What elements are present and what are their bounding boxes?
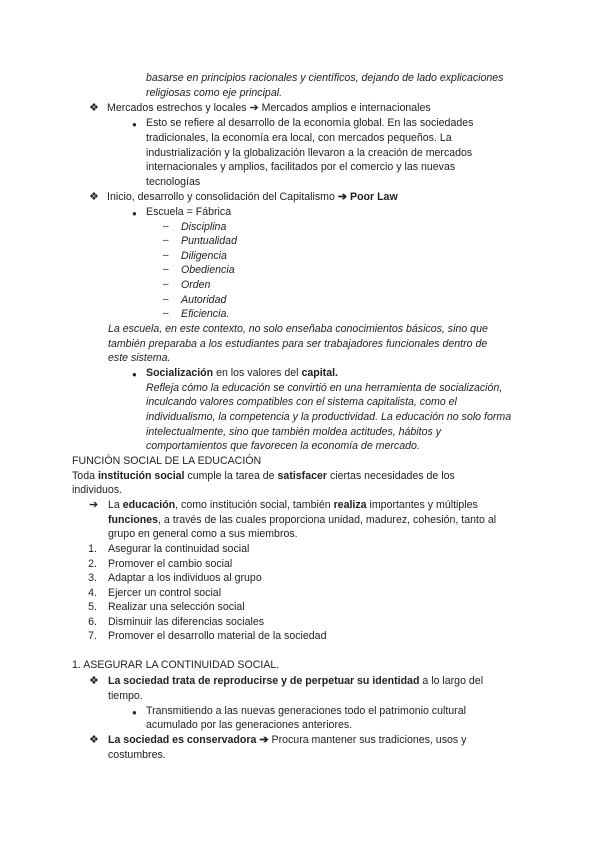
escuela-fabrica: Escuela = Fábrica — [146, 206, 232, 218]
value-diligencia: Diligencia — [181, 250, 227, 262]
continuidad-item-1-line-2: tiempo. — [108, 690, 143, 702]
mercados-detail-1: Esto se refiere al desarrollo de la economía global. En las sociedades — [146, 117, 474, 129]
list-number: 5. — [88, 601, 97, 613]
socializacion-detail-2: inculcando valores compatibles con el sistema capitalista, como el — [146, 396, 457, 408]
edu-c: , como institución social, también — [175, 499, 331, 511]
item1-bold: La sociedad trata de reproducirse y de perpetuar su identidad — [108, 675, 420, 687]
arrow-icon: ➔ — [337, 191, 348, 203]
intro-satisfacer: satisfacer — [277, 470, 328, 482]
value-disciplina: Disciplina — [181, 221, 227, 233]
top-italic-line-1: basarse en principios racionales y científicos, dejando de lado explicaciones — [146, 72, 504, 84]
dash-bullet-icon: – — [163, 221, 169, 232]
continuidad-heading: 1. ASEGURAR LA CONTINUIDAD SOCIAL. — [72, 659, 280, 671]
item2-rest: Procura mantener sus tradiciones, usos y — [271, 734, 467, 746]
continuidad-item-2-line-2: costumbres. — [108, 749, 166, 761]
funcion-intro-2: individuos. — [72, 484, 123, 496]
list-number: 3. — [88, 572, 97, 584]
bullet-dot-icon: ● — [132, 209, 137, 218]
list-item-3: Adaptar a los individuos al grupo — [108, 572, 262, 584]
mercados-detail-3: industrialización y la globalización llevaron a la creación de mercados — [146, 147, 473, 159]
edu-educacion: educación — [122, 499, 176, 511]
list-number: 1. — [88, 543, 97, 555]
list-number: 6. — [88, 616, 97, 628]
dash-bullet-icon: – — [163, 235, 169, 246]
value-autoridad: Autoridad — [181, 294, 227, 306]
funcion-intro — [72, 469, 455, 484]
value-puntualidad: Puntualidad — [181, 235, 237, 247]
mercados-text: Mercados estrechos y locales — [107, 102, 247, 114]
value-obediencia: Obediencia — [181, 264, 235, 276]
arrow-icon: ➔ — [259, 734, 269, 746]
value-eficiencia: Eficiencia. — [181, 308, 230, 320]
educacion-line-1 — [108, 498, 478, 513]
educacion-line-2 — [108, 513, 496, 528]
list-item-6: Disminuir las diferencias sociales — [108, 616, 265, 628]
mercados-detail-4: internacionales y amplios, facilitados por el comercio y las nuevas — [146, 161, 456, 173]
list-item-4: Ejercer un control social — [108, 587, 222, 599]
diamond-bullet-icon: ❖ — [89, 734, 99, 746]
dash-bullet-icon: – — [163, 264, 169, 275]
escuela-note-2: también preparaba a los estudiantes para ser trabajadores funcionales dentro de — [108, 338, 488, 350]
escuela-note-1: La escuela, en este contexto, no solo enseñaba conocimientos básicos, sino que — [108, 323, 488, 335]
dash-bullet-icon: – — [163, 308, 169, 319]
value-orden: Orden — [181, 279, 211, 291]
mercados-item — [107, 101, 431, 116]
bullet-dot-icon: ● — [132, 370, 137, 379]
bullet-dot-icon: ● — [132, 120, 137, 129]
mercados-arrow-text: Mercados amplios e internacionales — [261, 102, 431, 114]
item2-bold: La sociedad es conservadora — [108, 734, 257, 746]
socializacion-capital: capital. — [301, 367, 338, 379]
edu-realiza: realiza — [333, 499, 367, 511]
edu-funciones: funciones — [108, 514, 159, 526]
continuidad-item-1 — [108, 674, 483, 689]
list-item-2: Promover el cambio social — [108, 558, 233, 570]
educacion-line-3: grupo en general como a sus miembros. — [108, 528, 298, 540]
continuidad-item-2 — [108, 733, 466, 748]
edu-g: , a través de las cuales proporciona unidad, madurez, cohesión, tanto al — [158, 514, 497, 526]
diamond-bullet-icon: ❖ — [89, 675, 99, 687]
socializacion-detail-5: comportamientos que favorecen la economía de mercado. — [146, 440, 420, 452]
top-italic-line-2: religiosas como eje principal. — [146, 87, 283, 99]
capitalismo-item — [107, 190, 398, 205]
continuidad-sub-1: Transmitiendo a las nuevas generaciones todo el patrimonio cultural — [146, 705, 466, 717]
arrow-bullet-icon: ➔ — [89, 499, 99, 511]
socializacion-mid: en los valores del — [216, 367, 299, 379]
list-item-1: Asegurar la continuidad social — [108, 543, 250, 555]
item1-rest: a lo largo del — [422, 675, 484, 687]
arrow-icon: ➔ — [249, 102, 259, 114]
poor-law-text: Poor Law — [350, 191, 398, 203]
escuela-note-3: este sistema. — [108, 352, 171, 364]
socializacion-line — [146, 366, 338, 381]
socializacion-bold: Socialización — [146, 367, 214, 379]
list-item-7: Promover el desarrollo material de la sociedad — [108, 630, 327, 642]
edu-e: importantes y múltiples — [369, 499, 478, 511]
dash-bullet-icon: – — [163, 294, 169, 305]
continuidad-sub-2: acumulado por las generaciones anteriores. — [146, 719, 353, 731]
funcion-heading: FUNCIÓN SOCIAL DE LA EDUCACIÓN — [72, 455, 262, 467]
intro-e: ciertas necesidades de los — [329, 470, 455, 482]
socializacion-detail-3: individualismo, la competencia y la productividad. La educación no solo forma — [146, 411, 512, 423]
list-number: 7. — [88, 630, 97, 642]
mercados-detail-2: tradicionales, la economía era local, con mercados pequeños. La — [146, 132, 452, 144]
list-number: 4. — [88, 587, 97, 599]
dash-bullet-icon: – — [163, 279, 169, 290]
edu-a: La — [108, 499, 120, 511]
diamond-bullet-icon: ❖ — [89, 102, 99, 114]
list-number: 2. — [88, 558, 97, 570]
bullet-dot-icon: ● — [132, 708, 137, 717]
capitalismo-text: Inicio, desarrollo y consolidación del Capitalismo — [107, 191, 335, 203]
intro-c: cumple la tarea de — [187, 470, 275, 482]
intro-a: Toda — [72, 470, 95, 482]
diamond-bullet-icon: ❖ — [89, 191, 99, 203]
list-item-5: Realizar una selección social — [108, 601, 245, 613]
dash-bullet-icon: – — [163, 250, 169, 261]
socializacion-detail-1: Refleja cómo la educación se convirtió en una herramienta de socialización, — [146, 382, 503, 394]
mercados-detail-5: tecnologías — [146, 176, 201, 188]
socializacion-detail-4: intelectualmente, sino que también moldea actitudes, hábitos y — [146, 426, 442, 438]
intro-institucion-social: institución social — [97, 470, 185, 482]
